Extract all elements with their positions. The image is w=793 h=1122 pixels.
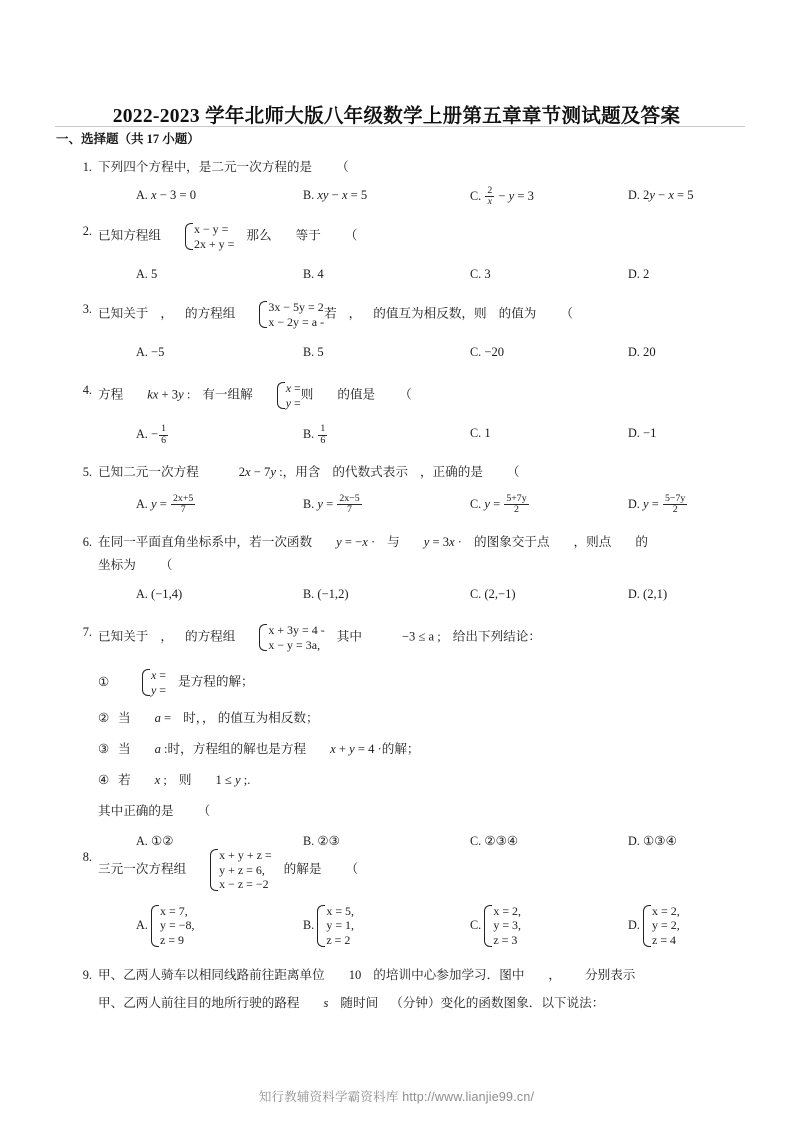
stem-text: 方程 [98, 387, 124, 402]
option-a[interactable]: A. −5 [136, 345, 165, 360]
equation-system: x = 2, y = 3, z = 3 [484, 904, 521, 948]
question-number: 3. [82, 302, 92, 316]
options-row [98, 184, 760, 208]
options-row [98, 492, 760, 516]
answer-paren: （ [159, 557, 173, 572]
option-b[interactable]: B. ②③ [303, 833, 340, 848]
option-d[interactable]: D. (2,1) [628, 586, 668, 601]
stem-text: 下列四个方程中，是二元一次方程的是 [98, 160, 313, 174]
option-a[interactable]: A. x − 3 = 0 [136, 187, 197, 202]
question-stem-line2 [98, 556, 760, 575]
expression-2: y = 3x · [423, 535, 462, 549]
question-number: 1. [82, 160, 92, 174]
final-stem-row [98, 802, 760, 821]
option-c[interactable]: C. (2,−1) [470, 586, 516, 601]
stem-text: 已知方程组 [98, 228, 161, 243]
fraction: $\frac{5+7y}{2}$ [506, 492, 527, 516]
stem-text: 甲、乙两人骑车以相同线路前往距离单位 [98, 968, 325, 982]
stem-comma: ， [160, 306, 173, 321]
stem-text-final: 其中正确的是 [98, 804, 174, 819]
stem-text: 已知二元一次方程 [98, 465, 199, 479]
option-d[interactable]: D. x = 2, y = 2, z = 4 [628, 903, 680, 947]
option-a[interactable]: A. 5 [136, 267, 158, 282]
variable-s: s [323, 995, 329, 1010]
option-c[interactable]: C. 1 [470, 426, 491, 441]
stem-text-4: 的值是 [337, 387, 376, 402]
stem-text-2: 那么 [246, 228, 272, 243]
sub-mark: ③ [98, 742, 110, 757]
stem-text-2: ，用含 [282, 465, 321, 479]
stem-text: 已知关于 [98, 629, 149, 644]
stem-text-2: 的方程组 [184, 306, 236, 321]
option-b[interactable]: B. (−1,2) [303, 586, 349, 601]
sub-conclusion-4: ④ 若 x ; 则 1 ≤ y ;. [98, 771, 760, 790]
stem-comma: ， [548, 968, 561, 982]
sub-text: 是方程的解； [178, 674, 254, 689]
stem-text-3: 其中 [336, 629, 362, 644]
condition-text: −3 ≤ a ; [401, 629, 441, 644]
option-b[interactable]: B. 4 [303, 267, 324, 282]
option-c[interactable]: C. 3 [470, 267, 491, 282]
fraction: $\frac{1}{6}$ [161, 423, 167, 446]
equation-system: x + 3y = 4 - x − y = 3a, [259, 623, 324, 652]
option-d[interactable]: D. 20 [628, 345, 656, 360]
question-number: 6. [82, 535, 92, 549]
option-b[interactable]: B. $\frac{1}{6}$ [303, 423, 326, 446]
sub-mark: ④ [98, 773, 110, 788]
sub-text-b: 的解； [381, 742, 420, 757]
answer-paren: （ [560, 306, 573, 321]
sub-conclusion-3: ③ 当 a :时，方程组的解也是方程 x + y = 4 ·的解； [98, 740, 760, 759]
question-stem-line2 [98, 994, 760, 1013]
question-stem [98, 222, 760, 251]
stem-text-4: ，则点 [573, 535, 612, 549]
question-stem [98, 463, 760, 482]
stem-text-3: 则 [300, 387, 314, 402]
stem-text-4: ， [348, 306, 362, 321]
equation-system: x = 2, y = 2, z = 4 [643, 904, 680, 948]
stem-text-2: 有一组解 [202, 387, 253, 402]
option-b[interactable]: B. xy − x = 5 [303, 187, 368, 202]
stem-comma: ， [160, 629, 173, 644]
answer-paren: （ [345, 861, 359, 876]
stem-text-5: 的 [635, 535, 648, 549]
stem-text-3: 分别表示 [585, 968, 636, 982]
option-a[interactable]: A. (−1,4) [136, 586, 183, 601]
option-a[interactable]: A. y = $\frac{2x+5}{7}$ [136, 492, 194, 516]
question-number: 4. [82, 383, 92, 397]
expression: x + y = 4 · [330, 742, 382, 757]
stem-text-2: 的培训中心参加学习．图中 [373, 968, 525, 982]
equation-system: 3x − 5y = 2 x − 2y = a - [259, 300, 324, 329]
question-stem [98, 966, 760, 985]
question-number: 7. [82, 625, 92, 639]
equation-system: x = y = [277, 381, 301, 410]
stem-text-5: 随时间 [340, 995, 379, 1010]
stem-text-2: 的解是 [283, 861, 322, 876]
question-5 [70, 463, 760, 516]
stem-text-3: 等于 [295, 228, 321, 243]
question-1 [70, 158, 760, 208]
option-a[interactable]: A. ①② [136, 833, 174, 848]
question-number: 8. [82, 850, 92, 864]
page-title: 2022-2023 学年北师大版八年级数学上册第五章章节测试题及答案 [112, 106, 681, 127]
stem-text-2: 与 [387, 535, 400, 549]
question-6 [70, 533, 760, 603]
option-d[interactable]: D. −1 [628, 426, 657, 441]
options-row [98, 423, 760, 446]
option-d[interactable]: D. 2 [628, 267, 650, 282]
fraction: $\frac{2x-5}{7}$ [339, 492, 360, 516]
option-a[interactable]: A. − $\frac{1}{6}$ [136, 423, 167, 446]
option-b[interactable]: B. y = $\frac{2x-5}{7}$ [303, 492, 360, 516]
question-4 [70, 381, 760, 446]
stem-text-6: （分钟）变化的函数图象．以下说法： [390, 995, 605, 1010]
options-row [98, 265, 760, 283]
option-d[interactable]: D. ①③④ [628, 833, 677, 848]
fraction: $\frac{2}{x}$ [487, 184, 493, 208]
option-a[interactable]: A. x = 7, y = −8, z = 9 [136, 903, 195, 947]
question-stem [98, 533, 760, 552]
answer-paren: （ [336, 160, 349, 174]
options-row [98, 904, 760, 950]
title-divider [55, 126, 745, 127]
stem-text-2: 的方程组 [184, 629, 236, 644]
option-d[interactable]: D. y = $\frac{5-7y}{2}$ [628, 492, 686, 516]
question-8 [70, 848, 760, 950]
option-c[interactable]: C. −20 [470, 345, 505, 360]
sub-mark: ② [98, 711, 110, 726]
question-stem [98, 848, 760, 892]
option-b[interactable]: B. 5 [303, 345, 324, 360]
fraction: $\frac{2x+5}{7}$ [173, 492, 194, 516]
option-c[interactable]: C. y = $\frac{5+7y}{2}$ [470, 492, 527, 516]
sub-text-a: 时，方程组的解也是方程 [167, 742, 307, 757]
option-c[interactable]: C. $\frac{2}{x}$ − y = 3 [470, 184, 534, 208]
equation-system: x + y + z = y + z = 6, x − z = −2 [210, 848, 272, 892]
option-c[interactable]: C. ②③④ [470, 833, 519, 848]
option-d[interactable]: D. 2y − x = 5 [628, 187, 694, 202]
stem-text-4: ，正确的是 [419, 465, 483, 479]
section-heading: 一、选择题（共 17 小题） [56, 132, 200, 146]
question-number: 9. [82, 968, 92, 982]
answer-paren: （ [399, 387, 412, 402]
stem-text: 在同一平面直角坐标系中，若一次函数 [98, 535, 313, 549]
question-7 [70, 623, 760, 850]
equation-system: x = 7, y = −8, z = 9 [151, 904, 194, 948]
sub-text: 时，， 的值互为相反数； [183, 711, 319, 726]
footer-watermark: 知行教辅资料学霸资料库 http://www.lianjie99.cn/ [258, 1090, 535, 1104]
equation-system: x = 5, y = 1, z = 2 [317, 904, 354, 948]
equation-system: x − y = 2x + y = [185, 222, 234, 251]
fraction: $\frac{5-7y}{2}$ [665, 492, 686, 516]
options-row [98, 585, 760, 603]
question-3 [70, 300, 760, 361]
sub-prefix: 当 [118, 711, 131, 726]
stem-text-3: 若 [324, 306, 337, 321]
answer-paren: （ [506, 465, 520, 479]
expression-1: y = −x · [336, 535, 376, 549]
sub-conclusion-2: ② 当 a = 时，， 的值互为相反数； [98, 709, 760, 728]
stem-text-6: 的值为 [498, 306, 537, 321]
sub-conclusion-1 [98, 668, 760, 697]
fraction: $\frac{1}{6}$ [320, 423, 326, 446]
sub-prefix: 当 [118, 742, 131, 757]
stem-text-5: 的值互为相反数，则 [373, 306, 487, 321]
answer-paren: （ [197, 804, 211, 819]
question-stem [98, 381, 760, 410]
stem-text-3: 的图象交于点 [473, 535, 550, 549]
stem-text: 三元一次方程组 [98, 861, 187, 876]
stem-text-4: 给出下列结论： [452, 629, 541, 644]
expression: kx + 3y : [147, 387, 191, 402]
question-number: 5. [82, 465, 92, 479]
options-row [98, 343, 760, 361]
stem-text-6: 坐标为 [98, 557, 136, 572]
answer-paren: （ [344, 228, 358, 243]
option-c[interactable]: C. x = 2, y = 3, z = 3 [470, 903, 522, 947]
stem-text-3: 的代数式表示 [332, 465, 408, 479]
question-9 [70, 966, 760, 1013]
option-b[interactable]: B. x = 5, y = 1, z = 2 [303, 903, 355, 947]
question-number: 2. [82, 224, 92, 238]
equation-system: x = y = [142, 668, 166, 697]
question-stem [98, 300, 760, 329]
sub-text-a: 则 [178, 773, 192, 788]
expression: 2x − 7y : [238, 465, 283, 479]
distance-value: 10 [348, 968, 362, 982]
question-stem [98, 623, 760, 652]
question-2 [70, 222, 760, 283]
question-stem [98, 158, 760, 177]
stem-text: 已知关于 [98, 306, 149, 321]
sub-prefix: 若 [118, 773, 131, 788]
stem-text-4: 甲、乙两人前往目的地所行驶的路程 [98, 995, 300, 1010]
sub-mark: ① [98, 674, 110, 689]
